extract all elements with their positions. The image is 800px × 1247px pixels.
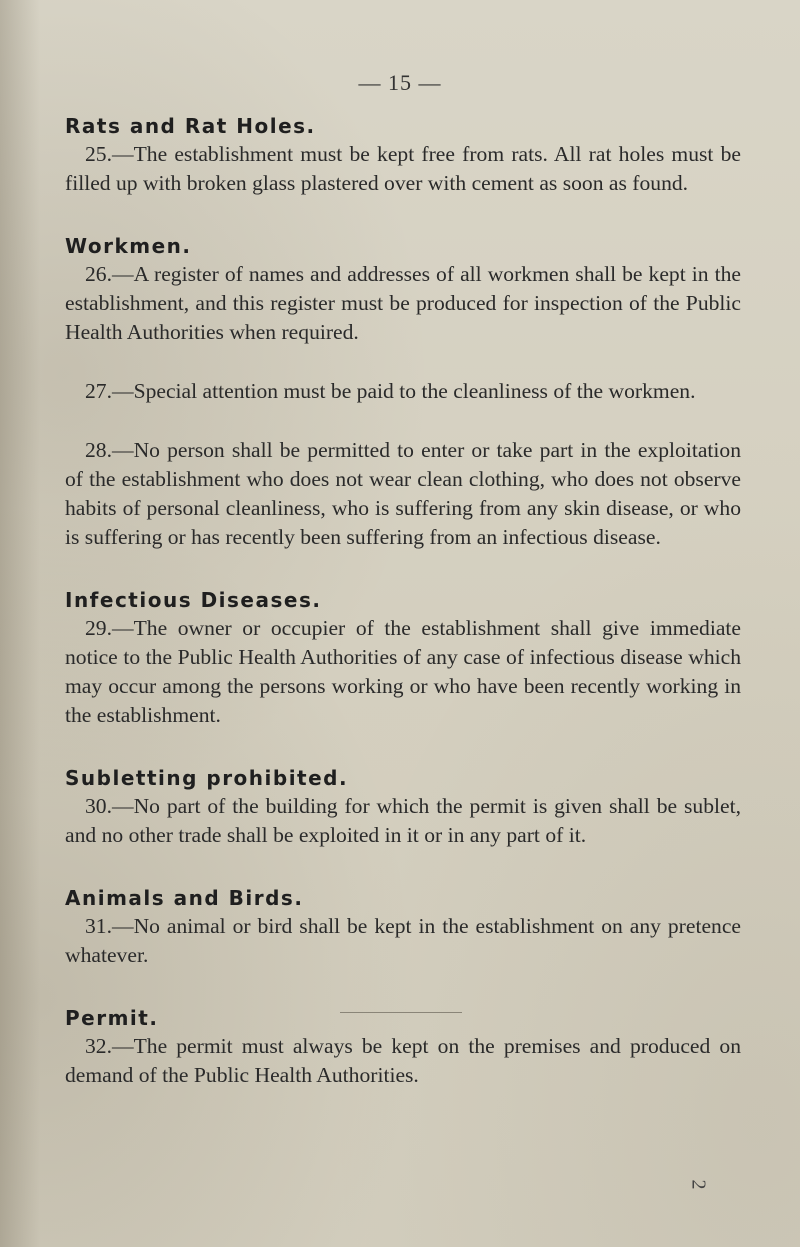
page-number: — 15 — xyxy=(358,70,442,95)
paragraph-25: 25.—The establishment must be kept free from rats. All rat holes must be filled up with broken glass plastered over with cement as soon as found. xyxy=(65,142,741,195)
section-heading: Subletting prohibited. xyxy=(65,766,349,790)
signature-mark: 2 xyxy=(687,1179,710,1190)
paragraph-31: 31.—No animal or bird shall be kept in the establishment on any pretence whatever. xyxy=(65,914,741,967)
section-infectious-diseases xyxy=(65,586,741,730)
paragraph-28: 28.—No person shall be permitted to enter or take part in the exploitation of the establishment who does not wear clean clothing, who does not observe habits of personal cleanliness, who is suffering from any skin disease, or who is suffering or has recently been suffering from an infectious disease. xyxy=(65,438,741,549)
paragraph-30: 30.—No part of the building for which the permit is given shall be sublet, and no other trade shall be exploited in it or in any part of it. xyxy=(65,794,741,847)
section-heading: Workmen. xyxy=(65,234,192,258)
section-workmen xyxy=(65,232,741,552)
section-heading: Animals and Birds. xyxy=(65,886,304,910)
paragraph-27: 27.—Special attention must be paid to the cleanliness of the workmen. xyxy=(85,379,696,403)
paragraph-26: 26.—A register of names and addresses of all workmen shall be kept in the establishment, and this register must be produced for inspection of the Public Health Authorities when required. xyxy=(65,262,741,344)
section-heading: Infectious Diseases. xyxy=(65,588,322,612)
section-rats xyxy=(65,112,741,198)
section-heading: Permit. xyxy=(65,1006,159,1030)
end-rule xyxy=(340,1012,462,1013)
paragraph-32: 32.—The permit must always be kept on the premises and produced on demand of the Public Health Authorities. xyxy=(65,1034,741,1087)
section-heading: Rats and Rat Holes. xyxy=(65,114,316,138)
page-edge-shadow xyxy=(0,0,40,1247)
paragraph-29: 29.—The owner or occupier of the establishment shall give immediate notice to the Public Health Authorities of any case of infectious disease which may occur among the persons working or who have been recently working in the establishment. xyxy=(65,616,741,727)
section-animals-birds xyxy=(65,884,741,970)
section-permit xyxy=(65,1004,741,1090)
section-subletting xyxy=(65,764,741,850)
document-body xyxy=(65,112,741,1090)
